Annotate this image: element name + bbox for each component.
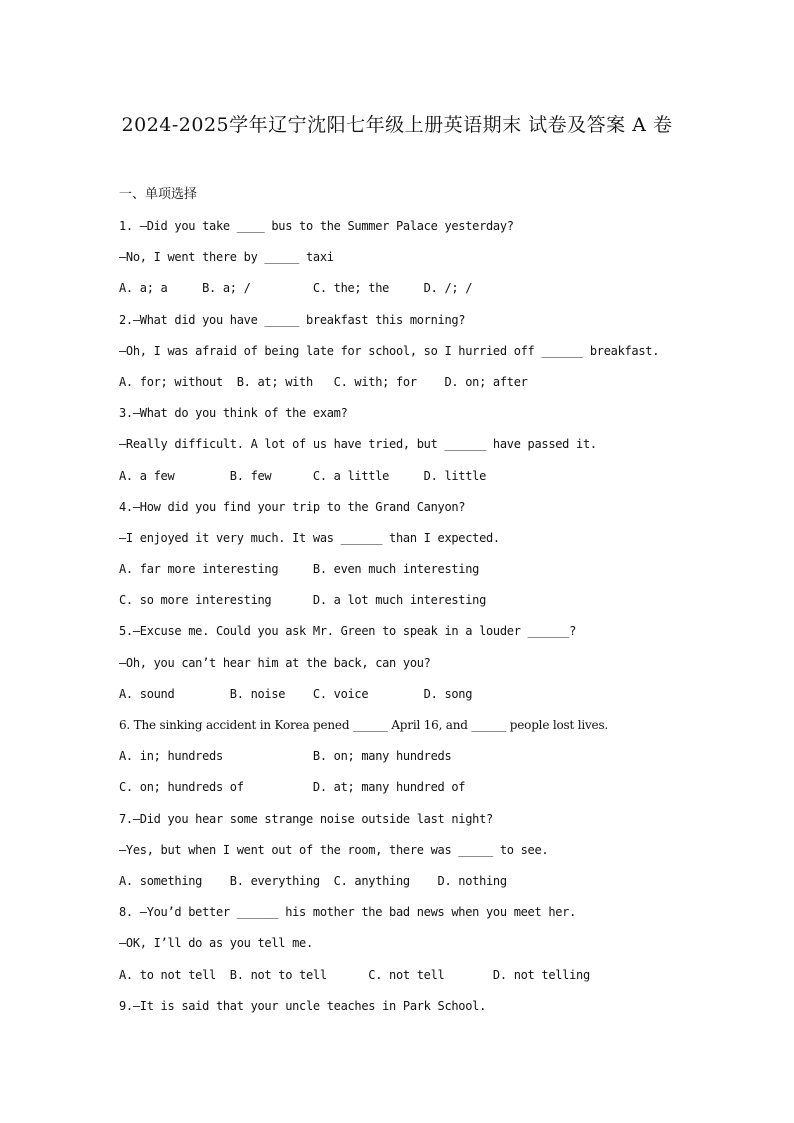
answer-line: —I enjoyed it very much. It was ______ than I expected. bbox=[119, 530, 500, 545]
section-heading: 一、单项选择 bbox=[119, 187, 198, 202]
question-line: 3.—What do you think of the exam? bbox=[119, 406, 348, 421]
question-line: 8. —You’d better ______ his mother the bad news when you meet her. bbox=[119, 905, 577, 920]
answer-line: —No, I went there by _____ taxi bbox=[119, 250, 334, 265]
options-line: A. a few B. few C. a little D. little bbox=[119, 468, 487, 483]
question-list bbox=[119, 216, 719, 1027]
options-line: A. something B. everything C. anything D. nothing bbox=[119, 873, 507, 888]
options-line: A. far more interesting B. even much interesting bbox=[119, 562, 480, 577]
options-line: A. in; hundreds B. on; many hundreds bbox=[119, 749, 452, 764]
question-line: 9.—It is said that your uncle teaches in Park School. bbox=[119, 998, 487, 1013]
options-line: A. sound B. noise C. voice D. song bbox=[119, 686, 473, 701]
answer-line: —OK, I’ll do as you tell me. bbox=[119, 936, 313, 951]
question-line: 4.—How did you find your trip to the Grand Canyon? bbox=[119, 499, 466, 514]
answer-line: —Oh, you can’t hear him at the back, can you? bbox=[119, 655, 431, 670]
question-line: 5.—Excuse me. Could you ask Mr. Green to speak in a louder ______? bbox=[119, 624, 577, 639]
document-title: 2024-2025学年辽宁沈阳七年级上册英语期末 试卷及答案 A 卷 bbox=[121, 114, 673, 136]
answer-line: —Really difficult. A lot of us have tried, but ______ have passed it. bbox=[119, 437, 597, 452]
answer-line: —Oh, I was afraid of being late for school, so I hurried off ______ breakfast. bbox=[119, 343, 660, 358]
question-line: 7.—Did you hear some strange noise outside last night? bbox=[119, 811, 493, 826]
question-line: 6. The sinking accident in Korea pened ______ April 16, and ______ people lost lives. bbox=[119, 718, 609, 732]
options-line: A. to not tell B. not to tell C. not tell D. not telling bbox=[119, 967, 590, 982]
question-line: 2.—What did you have _____ breakfast this morning? bbox=[119, 312, 466, 327]
question-line: 1. —Did you take ____ bus to the Summer Palace yesterday? bbox=[119, 219, 514, 233]
options-line: A. for; without B. at; with C. with; for D. on; after bbox=[119, 374, 528, 389]
options-line: A. a; a B. a; / C. the; the D. /; / bbox=[119, 281, 473, 296]
options-line: C. so more interesting D. a lot much interesting bbox=[119, 593, 487, 608]
options-line: C. on; hundreds of D. at; many hundred of bbox=[119, 780, 466, 795]
answer-line: —Yes, but when I went out of the room, there was _____ to see. bbox=[119, 842, 549, 857]
